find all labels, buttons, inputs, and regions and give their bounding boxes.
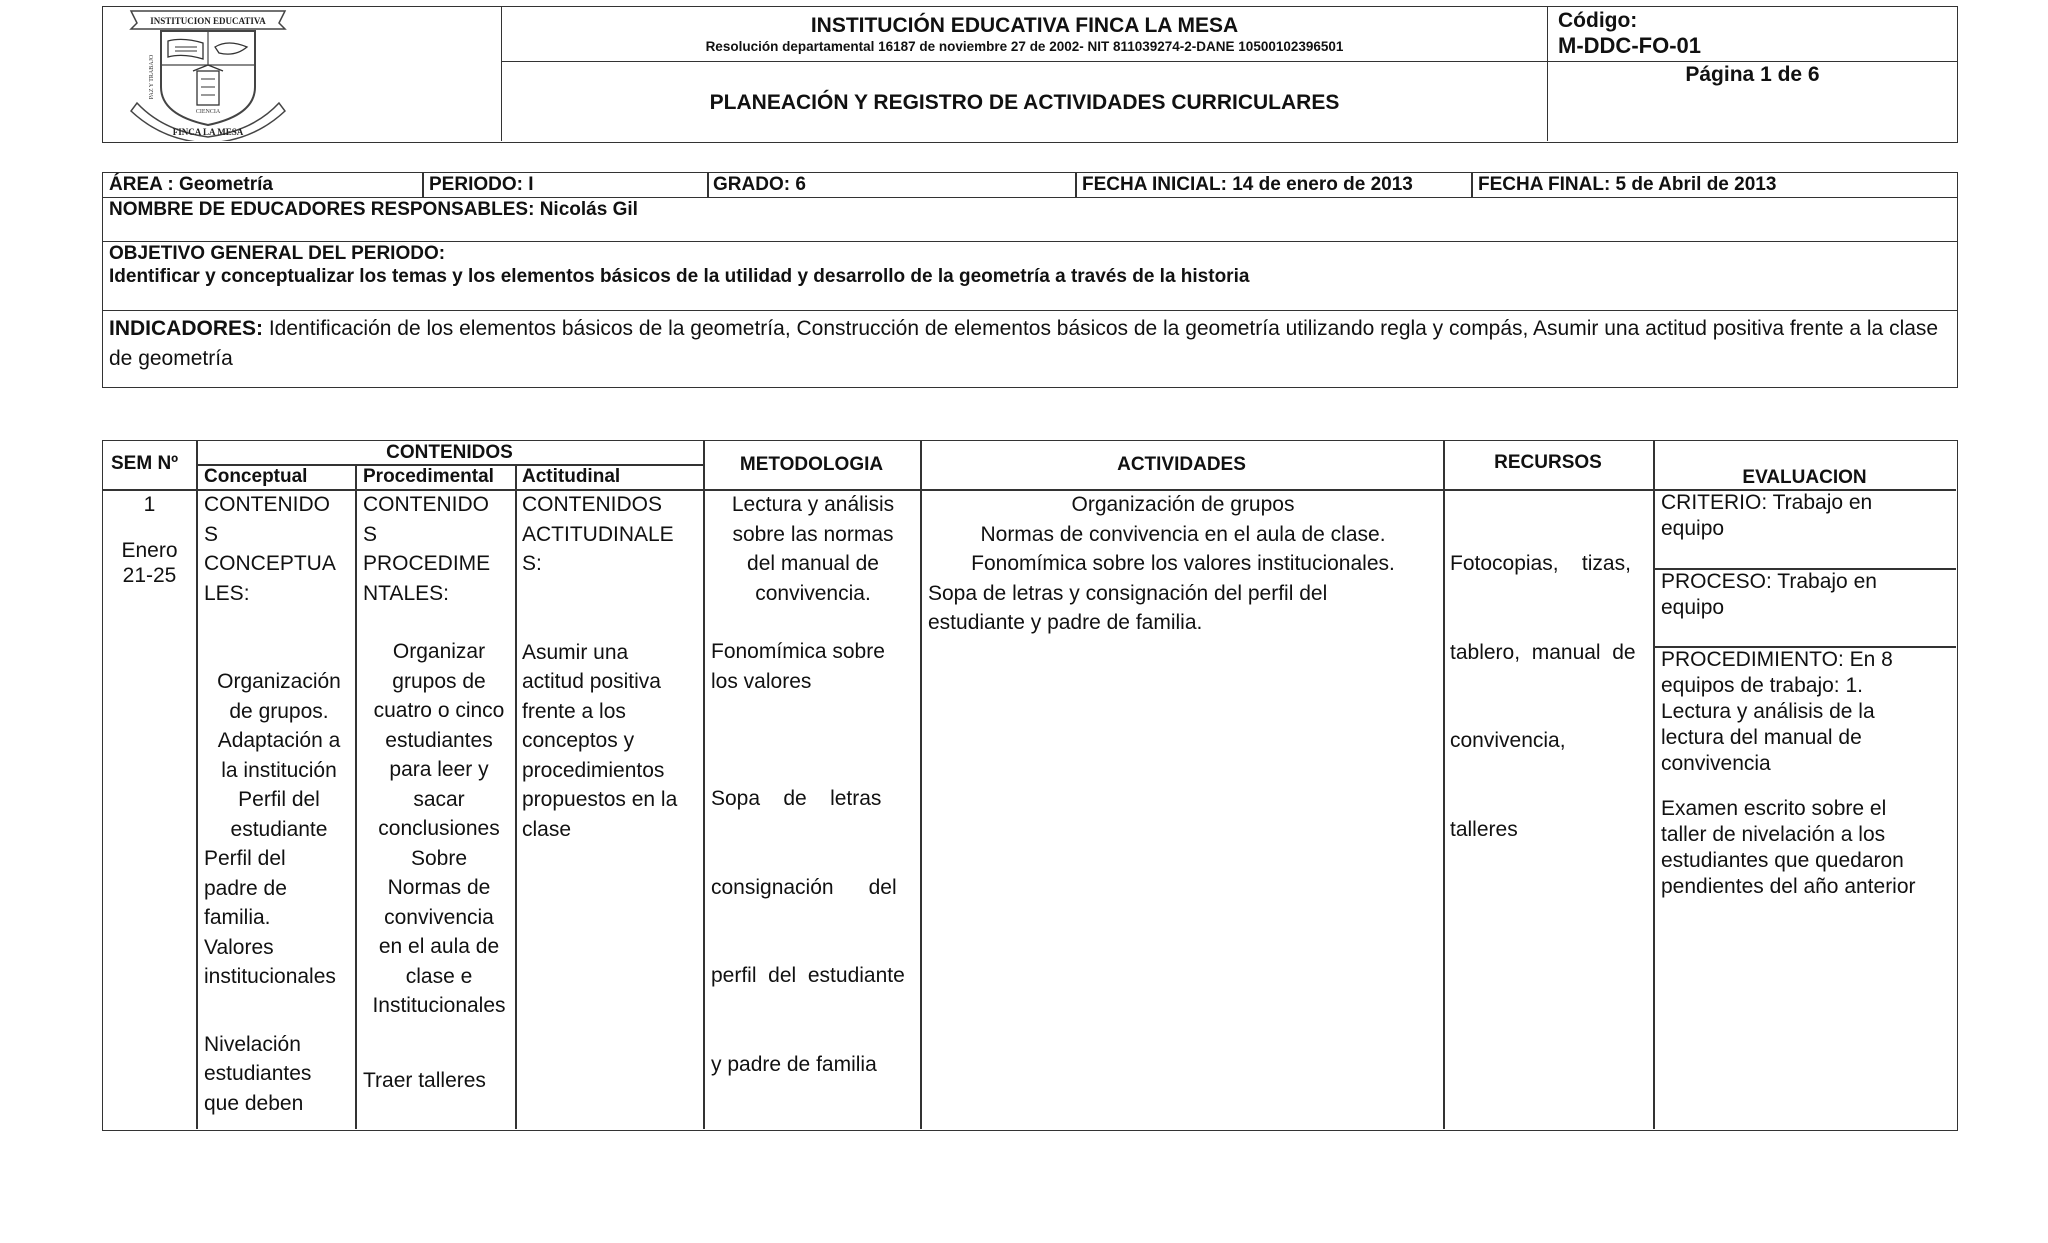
text-line: Organización de grupos: [1071, 493, 1295, 516]
text-line: equipo: [1661, 596, 1725, 619]
institution-name: INSTITUCIÓN EDUCATIVA FINCA LA MESA: [810, 14, 1239, 37]
text-line: consignación del: [711, 875, 897, 899]
text-line: S:: [522, 552, 542, 575]
document-header: [102, 6, 1958, 143]
actitudinal-cell: [522, 490, 702, 844]
text-line: actitud positiva: [522, 670, 661, 693]
text-line: CONCEPTUA: [204, 552, 336, 575]
objetivo-text: Identificar y conceptualizar los temas y los elementos básicos de la utilidad y desarrollo de la geometría a través de la historia: [109, 266, 1250, 287]
header-contenidos: CONTENIDOS: [386, 442, 513, 463]
actitudinal-items: [522, 638, 702, 845]
divider: [1075, 173, 1077, 197]
text-line: procedimientos: [522, 758, 665, 782]
code-label: Código:: [1558, 9, 1638, 32]
actitudinal-title: [522, 490, 702, 579]
text-line: Lectura y análisis: [731, 493, 895, 516]
divider: [1653, 441, 1655, 1129]
sem-days: 21-25: [122, 563, 177, 587]
periodo-field: PERIODO: I: [429, 174, 534, 195]
metodologia-block-1: [711, 490, 915, 608]
procedimental-title: [363, 490, 515, 608]
curriculum-table: [102, 440, 1958, 1131]
header-recursos: RECURSOS: [1494, 452, 1602, 473]
text-line: clase e: [405, 964, 473, 988]
divider: [707, 173, 709, 197]
text-line: Adaptación a: [217, 729, 341, 752]
text-line: estudiantes: [204, 1062, 312, 1085]
divider: [355, 465, 357, 1129]
text-line: perfil del estudiante: [711, 964, 905, 987]
text-line: los valores: [711, 669, 812, 693]
text-line: Perfil del: [238, 788, 320, 811]
text-line: Fotocopias, tizas,: [1450, 552, 1631, 575]
text-line: tablero, manual de: [1450, 640, 1636, 664]
recursos-cell: [1450, 490, 1650, 903]
text-line: en el aula de: [378, 935, 500, 958]
conceptual-cell: [204, 490, 354, 1118]
header-metodologia: METODOLOGIA: [739, 454, 884, 475]
text-line: estudiantes: [385, 728, 493, 752]
text-line: PROCEDIME: [363, 552, 491, 575]
procedimental-items: [363, 637, 515, 1021]
text-line: lectura del manual de: [1661, 726, 1862, 749]
conceptual-title: [204, 490, 354, 608]
divider: [422, 173, 424, 197]
text-line: taller de nivelación a los: [1661, 823, 1886, 846]
text-line: Normas de convivencia en el aula de clase.: [980, 522, 1386, 546]
text-line: la institución: [221, 758, 337, 782]
metodologia-cell: [711, 490, 915, 1138]
text-line: Nivelación: [204, 1032, 301, 1056]
info-block: [102, 172, 1958, 388]
text-line: Sobre: [410, 846, 468, 870]
fecha-inicial-field: FECHA INICIAL: 14 de enero de 2013: [1082, 174, 1413, 195]
text-line: equipos de trabajo: 1.: [1661, 674, 1863, 697]
text-line: Asumir una: [522, 640, 629, 664]
actividades-center: [928, 490, 1438, 579]
text-line: LES:: [204, 581, 250, 605]
text-line: institucionales: [204, 965, 336, 988]
code-block: [1548, 7, 1957, 62]
objetivo-row: [103, 242, 1957, 311]
text-line: para leer y: [389, 758, 489, 781]
conceptual-items: [204, 667, 354, 844]
eval-procedimiento: [1661, 647, 1953, 900]
text-line: estudiantes que quedaron: [1661, 849, 1904, 872]
text-line: Examen escrito sobre el: [1661, 797, 1887, 820]
indicadores-row: [103, 311, 1957, 387]
header-actividades: ACTIVIDADES: [1117, 454, 1246, 475]
text-line: sacar: [413, 787, 465, 811]
code-cell: [1548, 7, 1957, 141]
text-line: Sopa de letras y consignación del perfil del: [928, 581, 1328, 605]
divider: [703, 441, 705, 1129]
logo-side-text: PAZ Y TRABAJO: [149, 54, 155, 100]
text-line: del manual de: [747, 552, 879, 575]
text-line: frente a los: [522, 699, 626, 723]
institution-logo: [123, 7, 293, 141]
text-line: cuatro o cinco: [373, 699, 505, 722]
text-line: pendientes del año anterior: [1661, 875, 1916, 898]
text-line: Organizar: [392, 640, 486, 663]
header-evaluacion: EVALUACION: [1742, 467, 1867, 488]
text-line: CONTENIDO: [363, 493, 489, 516]
indicadores-label: INDICADORES:: [109, 317, 264, 340]
text-line: Organización: [217, 670, 341, 693]
indicadores-text: Identificación de los elementos básicos de la geometría, Construcción de elementos básicos de la geometría utilizando regla y compás, Asumir una actitud positiva frente a la clase de geometría: [109, 317, 1939, 370]
procedimental-extra: Traer talleres: [363, 1068, 486, 1092]
text-line: equipo: [1661, 517, 1725, 540]
text-line: S: [204, 522, 219, 546]
text-line: Institucionales: [372, 994, 506, 1017]
objetivo-label: OBJETIVO GENERAL DEL PERIODO:: [109, 243, 446, 264]
logo-small-text: CIENCIA: [195, 109, 221, 115]
text-line: PROCEDIMIENTO: En 8: [1661, 648, 1893, 671]
text-line: Normas de: [387, 876, 491, 899]
text-line: grupos de: [392, 669, 486, 693]
text-line: propuestos en la: [522, 788, 678, 811]
text-line: S: [363, 522, 378, 546]
text-line: padre de: [204, 876, 287, 900]
info-row-dates: [103, 173, 1957, 198]
text-line: Sopa de letras: [711, 787, 882, 810]
text-line: Perfil del: [204, 847, 286, 870]
text-line: convivencia: [384, 905, 494, 929]
educadores-row: NOMBRE DE EDUCADORES RESPONSABLES: Nicolás Gil: [103, 198, 1957, 242]
text-line: estudiante y padre de familia.: [928, 611, 1203, 634]
text-line: Valores: [204, 935, 274, 959]
logo-top-text: INSTITUCION EDUCATIVA: [150, 16, 266, 26]
header-sem: SEM Nº: [111, 453, 179, 474]
divider: [515, 465, 517, 1129]
text-line: convivencia: [1661, 752, 1771, 775]
conceptual-extra: [204, 1030, 354, 1119]
sem-month: Enero: [121, 538, 178, 562]
text-line: convivencia,: [1450, 729, 1566, 752]
text-line: ACTITUDINALE: [522, 522, 674, 546]
text-line: CONTENIDO: [204, 493, 330, 516]
text-line: conceptos y: [522, 729, 635, 752]
text-line: PROCESO: Trabajo en: [1661, 570, 1877, 593]
institution-block: [502, 7, 1547, 62]
eval-proceso: [1661, 569, 1953, 621]
sem-cell: [103, 490, 196, 588]
text-line: conclusiones: [378, 817, 500, 840]
actividades-left: [928, 579, 1438, 638]
text-line: estudiante: [230, 817, 328, 841]
logo-cell: [103, 7, 502, 141]
text-line: CRITERIO: Trabajo en: [1661, 491, 1873, 514]
text-line: de grupos.: [229, 699, 329, 723]
text-line: clase: [522, 817, 572, 841]
text-line: Fonomímica sobre: [711, 640, 885, 663]
page-number: Página 1 de 6: [1685, 63, 1820, 86]
document-title: PLANEACIÓN Y REGISTRO DE ACTIVIDADES CURRICULARES: [709, 91, 1340, 114]
text-line: CONTENIDOS: [522, 493, 663, 516]
code-value: M-DDC-FO-01: [1558, 33, 1701, 58]
procedimental-cell: [363, 490, 515, 1095]
grado-field: GRADO: 6: [713, 174, 806, 195]
resolution-text: Resolución departamental 16187 de noviembre 27 de 2002- NIT 811039274-2-DANE 10500102396501: [705, 39, 1344, 54]
title-cell: [502, 7, 1548, 141]
text-line: y padre de familia: [711, 1052, 877, 1076]
divider: [1471, 173, 1473, 197]
text-line: familia.: [204, 906, 271, 929]
text-line: Lectura y análisis de la: [1661, 700, 1875, 723]
text-line: que deben: [204, 1091, 304, 1115]
text-line: sobre las normas: [732, 522, 894, 546]
divider: [1443, 441, 1445, 1129]
fecha-final-field: FECHA FINAL: 5 de Abril de 2013: [1478, 174, 1777, 195]
metodologia-block-2: [711, 637, 915, 696]
conceptual-items-left: [204, 844, 354, 992]
divider: [196, 441, 198, 1129]
text-line: talleres: [1450, 817, 1518, 841]
text-line: NTALES:: [363, 581, 449, 605]
divider: [920, 441, 922, 1129]
text-line: convivencia.: [755, 581, 871, 605]
logo-bottom-text: FINCA LA MESA: [172, 127, 244, 137]
header-actitudinal: Actitudinal: [522, 466, 621, 487]
text-line: Fonomímica sobre los valores institucionales.: [971, 552, 1395, 575]
eval-criterio: [1661, 490, 1953, 542]
actividades-cell: [928, 490, 1438, 638]
sem-number: 1: [143, 493, 156, 516]
header-procedimental: Procedimental: [363, 466, 494, 487]
area-field: ÁREA : Geometría: [109, 174, 273, 195]
header-conceptual: Conceptual: [204, 466, 308, 487]
metodologia-block-3: [711, 725, 915, 1138]
